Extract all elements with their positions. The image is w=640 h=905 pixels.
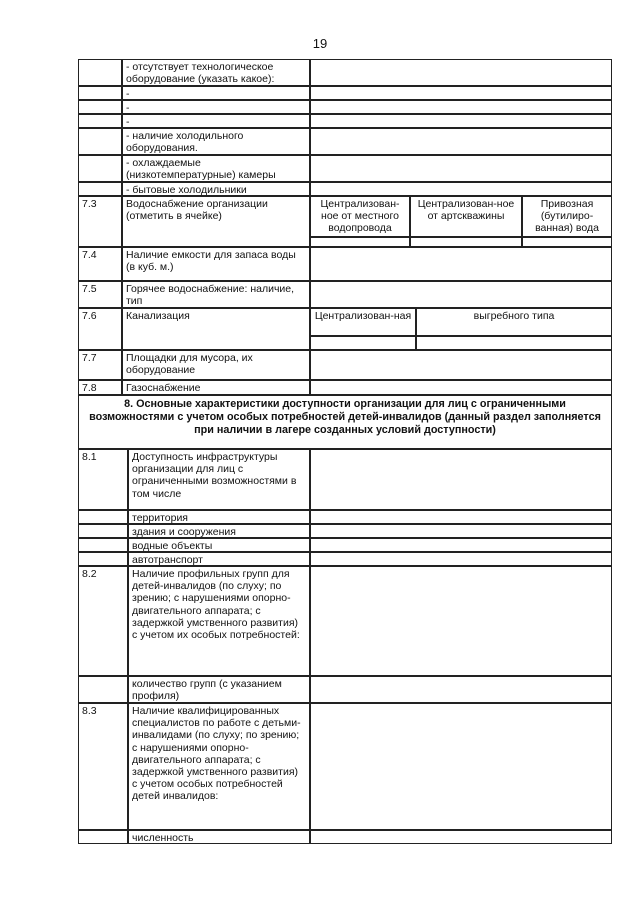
option-central-water: Централизован-ное от местного водопровода [310, 196, 410, 237]
cell-num-tech [78, 59, 122, 86]
cell-num-cold [78, 155, 122, 182]
label-garbage-sites: Площадки для мусора, их оборудование [122, 350, 310, 380]
value-transport[interactable] [310, 552, 612, 566]
label-water-supply: Водоснабжение организации (отметить в ячейке) [122, 196, 310, 247]
cell-num-transport [78, 552, 128, 566]
value-fridge[interactable] [310, 128, 612, 155]
label-group-count: количество групп (с указанием профиля) [128, 676, 310, 703]
label-tech-equipment: - отсутствует технологическое оборудование (указать какое): [122, 59, 310, 86]
row-number-8-3: 8.3 [78, 703, 128, 830]
cell-num-territory [78, 510, 128, 524]
value-dash-3[interactable] [310, 114, 612, 128]
row-number-7-4: 7.4 [78, 247, 122, 281]
label-profile-groups: Наличие профильных групп для детей-инвалидов (по слуху; по зрению; с нарушениями опорно-двигательного аппарата; с задержкой умственного развития) с учетом их особых потребностей: [128, 566, 310, 676]
value-profile-groups[interactable] [310, 566, 612, 676]
label-water-objects: водные объекты [128, 538, 310, 552]
section-8-heading: 8. Основные характеристики доступности организации для лиц с ограниченными возможностями с учетом особых потребностей детей-инвалидов (данный раздел заполняется при наличии в лагере созданных условий доступности) [78, 395, 612, 449]
label-household-fridges: - бытовые холодильники [122, 182, 310, 196]
value-household-fridges[interactable] [310, 182, 612, 196]
mark-artesian-well[interactable] [410, 237, 522, 247]
option-cesspool: выгребного типа [416, 308, 612, 336]
label-fridge: - наличие холодильного оборудования. [122, 128, 310, 155]
value-territory[interactable] [310, 510, 612, 524]
page-number: 19 [312, 36, 328, 51]
row-number-8-2: 8.2 [78, 566, 128, 676]
label-infrastructure-access: Доступность инфраструктуры организации для лиц с ограниченными возможностями в том числе [128, 449, 310, 510]
label-water-tank: Наличие емкости для запаса воды (в куб. м.) [122, 247, 310, 281]
cell-num-dash2 [78, 100, 122, 114]
value-headcount[interactable] [310, 830, 612, 844]
label-transport: автотранспорт [128, 552, 310, 566]
label-sewerage: Канализация [122, 308, 310, 350]
label-territory: территория [128, 510, 310, 524]
cell-num-dash3 [78, 114, 122, 128]
row-number-7-8: 7.8 [78, 380, 122, 395]
cell-num-headcount [78, 830, 128, 844]
label-dash-2: - [122, 100, 310, 114]
mark-central-sewerage[interactable] [310, 336, 416, 350]
mark-cesspool[interactable] [416, 336, 612, 350]
value-buildings[interactable] [310, 524, 612, 538]
option-bottled-water: Привозная (бутилиро-ванная) вода [522, 196, 612, 237]
value-infrastructure-access[interactable] [310, 449, 612, 510]
row-number-7-3: 7.3 [78, 196, 122, 247]
value-water-tank[interactable] [310, 247, 612, 281]
label-dash-3: - [122, 114, 310, 128]
label-buildings: здания и сооружения [128, 524, 310, 538]
label-specialists: Наличие квалифицированных специалистов по работе с детьми-инвалидами (по слуху; по зрению; с нарушениями опорно-двигательного аппарата; с задержкой умственного развития) с учетом особых потребностей детей инвалидов: [128, 703, 310, 830]
value-gas-supply[interactable] [310, 380, 612, 395]
cell-num-water [78, 538, 128, 552]
value-dash-1[interactable] [310, 86, 612, 100]
label-headcount: численность [128, 830, 310, 844]
cell-num-fridge [78, 128, 122, 155]
label-gas-supply: Газоснабжение [122, 380, 310, 395]
mark-central-water[interactable] [310, 237, 410, 247]
label-cold-rooms: - охлаждаемые (низкотемпературные) камеры [122, 155, 310, 182]
mark-bottled-water[interactable] [522, 237, 612, 247]
value-garbage-sites[interactable] [310, 350, 612, 380]
row-number-7-6: 7.6 [78, 308, 122, 350]
option-central-sewerage: Централизован-ная [310, 308, 416, 336]
value-dash-2[interactable] [310, 100, 612, 114]
cell-num-group-count [78, 676, 128, 703]
value-tech-equipment[interactable] [310, 59, 612, 86]
cell-num-household [78, 182, 122, 196]
label-dash-1: - [122, 86, 310, 100]
row-number-7-7: 7.7 [78, 350, 122, 380]
cell-num-buildings [78, 524, 128, 538]
value-hot-water[interactable] [310, 281, 612, 308]
value-group-count[interactable] [310, 676, 612, 703]
form-table [78, 59, 612, 844]
value-specialists[interactable] [310, 703, 612, 830]
cell-num-dash1 [78, 86, 122, 100]
row-number-8-1: 8.1 [78, 449, 128, 510]
label-hot-water: Горячее водоснабжение: наличие, тип [122, 281, 310, 308]
option-artesian-well: Централизован-ное от артскважины [410, 196, 522, 237]
value-water-objects[interactable] [310, 538, 612, 552]
row-number-7-5: 7.5 [78, 281, 122, 308]
value-cold-rooms[interactable] [310, 155, 612, 182]
